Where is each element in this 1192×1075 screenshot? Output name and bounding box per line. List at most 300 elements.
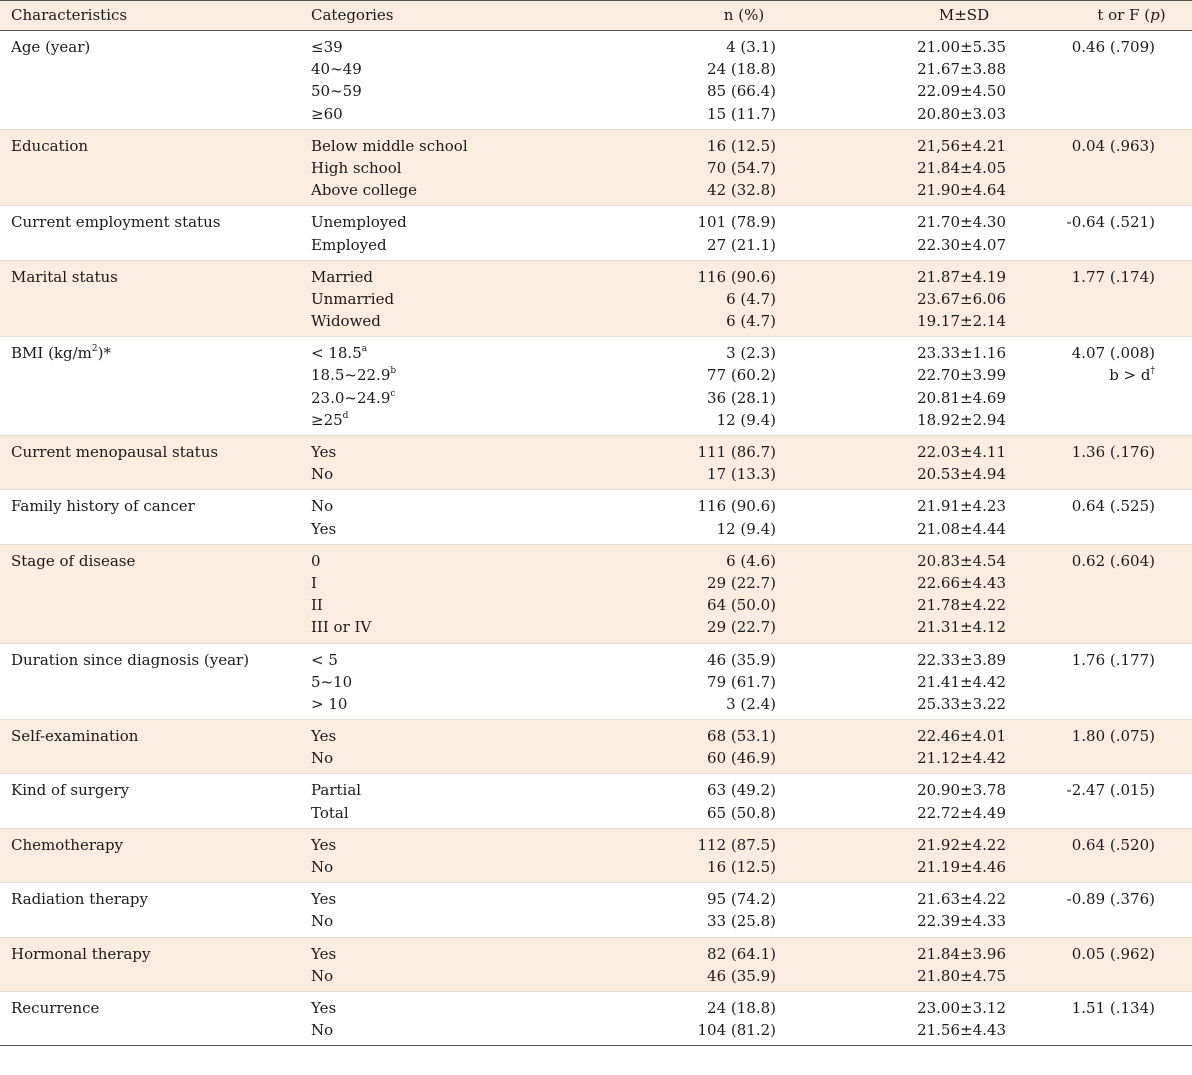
t-or-f-p-value xyxy=(1049,888,1155,910)
category-text: No xyxy=(311,912,334,931)
category-cell xyxy=(311,31,539,130)
mean-sd-text: 20.90±3.78 xyxy=(917,781,1006,800)
n-percent-text: 6 (4.7) xyxy=(726,289,776,308)
t-or-f-p-text: 1.77 (.174) xyxy=(1071,267,1155,286)
header-t-or-f xyxy=(1049,1,1192,31)
category-cell xyxy=(311,337,539,436)
table-row xyxy=(0,720,1192,774)
n-percent-text: 16 (12.5) xyxy=(707,858,776,876)
t-or-f-p-value xyxy=(1049,550,1155,572)
category-value xyxy=(311,518,539,540)
mean-sd-value xyxy=(819,856,1049,878)
category-value xyxy=(311,802,539,824)
n-percent-text: 24 (18.8) xyxy=(707,998,776,1017)
t-or-f-p-text: b > d xyxy=(1109,366,1151,385)
characteristic-cell xyxy=(0,643,311,720)
category-text: Below middle school xyxy=(311,136,468,155)
table-row xyxy=(0,828,1192,882)
n-percent-cell xyxy=(539,828,819,882)
n-percent-text: 64 (50.0) xyxy=(707,596,776,615)
mean-sd-value xyxy=(819,103,1049,125)
category-value xyxy=(311,943,539,965)
t-or-f-p-value xyxy=(1049,997,1155,1019)
mean-sd-cell xyxy=(819,436,1049,490)
category-text: Employed xyxy=(311,235,387,254)
n-percent-text: 6 (4.7) xyxy=(726,312,776,331)
t-or-f-p-cell xyxy=(1049,774,1192,828)
n-percent-value xyxy=(539,594,819,616)
category-value xyxy=(311,364,539,386)
mean-sd-value xyxy=(819,157,1049,179)
n-percent-text: 17 (13.3) xyxy=(707,465,776,484)
characteristic-label xyxy=(11,779,311,801)
n-percent-text: 12 (9.4) xyxy=(716,410,776,429)
t-or-f-p-cell xyxy=(1049,883,1192,937)
table-row xyxy=(0,643,1192,720)
category-value xyxy=(311,671,539,693)
category-value xyxy=(311,1019,539,1041)
category-text: 40~49 xyxy=(311,60,362,79)
category-text: No xyxy=(311,966,334,985)
n-percent-cell xyxy=(539,129,819,206)
characteristic-cell xyxy=(0,129,311,206)
mean-sd-text: 19.17±2.14 xyxy=(917,312,1006,331)
t-or-f-p-value xyxy=(1049,649,1155,671)
n-percent-text: 95 (74.2) xyxy=(707,890,776,909)
category-text: No xyxy=(311,465,334,484)
mean-sd-value xyxy=(819,910,1049,932)
t-or-f-p-cell xyxy=(1049,720,1192,774)
t-or-f-p-value xyxy=(1049,779,1155,801)
header-p-symbol: p xyxy=(1150,6,1160,24)
characteristic-text: Marital status xyxy=(11,267,118,286)
n-percent-value xyxy=(539,856,819,878)
t-or-f-p-text: -0.64 (.521) xyxy=(1066,213,1155,232)
t-or-f-p-text: 1.36 (.176) xyxy=(1071,443,1155,461)
n-percent-cell xyxy=(539,436,819,490)
category-value xyxy=(311,747,539,769)
table-row xyxy=(0,937,1192,991)
t-or-f-p-text: 0.05 (.962) xyxy=(1071,944,1155,963)
n-percent-value xyxy=(539,342,819,364)
category-text: Partial xyxy=(311,781,362,800)
category-value xyxy=(311,616,539,638)
category-text: 23.0~24.9 xyxy=(311,388,391,407)
category-value xyxy=(311,211,539,233)
n-percent-text: 36 (28.1) xyxy=(707,388,776,407)
mean-sd-value xyxy=(819,802,1049,824)
characteristic-cell xyxy=(0,937,311,991)
t-or-f-p-text: 1.80 (.075) xyxy=(1071,727,1155,746)
mean-sd-text: 21,56±4.21 xyxy=(917,136,1006,155)
characteristic-label xyxy=(11,997,311,1019)
category-text: Widowed xyxy=(311,312,381,331)
n-percent-cell xyxy=(539,774,819,828)
mean-sd-value xyxy=(819,463,1049,485)
mean-sd-text: 21.91±4.23 xyxy=(917,497,1006,516)
t-or-f-p-cell xyxy=(1049,991,1192,1045)
n-percent-text: 104 (81.2) xyxy=(697,1021,776,1040)
n-percent-cell xyxy=(539,490,819,544)
n-percent-value xyxy=(539,80,819,102)
n-percent-cell xyxy=(539,991,819,1045)
category-text: Yes xyxy=(311,443,337,461)
category-cell xyxy=(311,129,539,206)
category-text: Unmarried xyxy=(311,289,395,308)
category-value xyxy=(311,693,539,715)
characteristic-text: BMI (kg/m xyxy=(11,344,92,363)
mean-sd-text: 22.09±4.50 xyxy=(917,82,1006,101)
header-row xyxy=(0,1,1192,31)
category-cell xyxy=(311,643,539,720)
mean-sd-cell xyxy=(819,337,1049,436)
n-percent-text: 4 (3.1) xyxy=(726,38,776,56)
category-value xyxy=(311,594,539,616)
category-text: No xyxy=(311,749,334,768)
category-text: Yes xyxy=(311,519,337,538)
n-percent-value xyxy=(539,518,819,540)
category-text: 0 xyxy=(311,551,321,570)
n-percent-value xyxy=(539,364,819,386)
characteristic-cell xyxy=(0,337,311,436)
mean-sd-value xyxy=(819,997,1049,1019)
category-text: 5~10 xyxy=(311,672,353,691)
n-percent-text: 60 (46.9) xyxy=(707,749,776,768)
t-or-f-p-cell xyxy=(1049,643,1192,720)
category-value xyxy=(311,888,539,910)
mean-sd-cell xyxy=(819,937,1049,991)
mean-sd-value xyxy=(819,342,1049,364)
mean-sd-text: 18.92±2.94 xyxy=(917,410,1006,429)
category-text: III or IV xyxy=(311,618,372,637)
table-row xyxy=(0,260,1192,337)
mean-sd-cell xyxy=(819,883,1049,937)
category-cell xyxy=(311,883,539,937)
n-percent-text: 6 (4.6) xyxy=(726,551,776,570)
n-percent-value xyxy=(539,211,819,233)
n-percent-value xyxy=(539,649,819,671)
mean-sd-text: 21.92±4.22 xyxy=(917,835,1006,854)
n-percent-value xyxy=(539,234,819,256)
t-or-f-p-superscript: † xyxy=(1150,366,1155,377)
mean-sd-value xyxy=(819,36,1049,58)
mean-sd-cell xyxy=(819,774,1049,828)
n-percent-value xyxy=(539,310,819,332)
n-percent-value xyxy=(539,779,819,801)
table-header xyxy=(0,1,1192,31)
mean-sd-text: 21.87±4.19 xyxy=(917,267,1006,286)
category-value xyxy=(311,910,539,932)
mean-sd-text: 21.84±4.05 xyxy=(917,158,1006,177)
category-value xyxy=(311,550,539,572)
n-percent-cell xyxy=(539,883,819,937)
n-percent-text: 65 (50.8) xyxy=(707,803,776,822)
category-value xyxy=(311,965,539,987)
category-value xyxy=(311,179,539,201)
n-percent-value xyxy=(539,36,819,58)
mean-sd-value xyxy=(819,834,1049,856)
characteristic-label xyxy=(11,495,311,517)
n-percent-text: 29 (22.7) xyxy=(707,618,776,637)
t-or-f-p-cell xyxy=(1049,436,1192,490)
characteristic-text: Radiation therapy xyxy=(11,890,148,909)
mean-sd-cell xyxy=(819,206,1049,260)
characteristic-text: Current employment status xyxy=(11,213,221,232)
mean-sd-value xyxy=(819,671,1049,693)
category-text: Yes xyxy=(311,998,337,1017)
t-or-f-p-value xyxy=(1049,135,1155,157)
mean-sd-text: 21.56±4.43 xyxy=(917,1021,1006,1040)
n-percent-text: 116 (90.6) xyxy=(697,267,776,286)
t-or-f-p-value xyxy=(1049,266,1155,288)
n-percent-value xyxy=(539,747,819,769)
characteristic-label xyxy=(11,266,311,288)
mean-sd-value xyxy=(819,135,1049,157)
category-value xyxy=(311,856,539,878)
n-percent-text: 111 (86.7) xyxy=(697,443,776,461)
t-or-f-p-cell xyxy=(1049,260,1192,337)
table-body xyxy=(0,31,1192,1046)
characteristic-text: Stage of disease xyxy=(11,551,136,570)
n-percent-value xyxy=(539,58,819,80)
characteristic-label xyxy=(11,725,311,747)
mean-sd-cell xyxy=(819,129,1049,206)
t-or-f-p-value xyxy=(1049,364,1155,386)
mean-sd-value xyxy=(819,649,1049,671)
mean-sd-text: 21.19±4.46 xyxy=(917,858,1006,876)
characteristic-text: Self-examination xyxy=(11,727,139,746)
header-categories: Categories xyxy=(311,1,539,31)
mean-sd-cell xyxy=(819,544,1049,643)
category-value xyxy=(311,36,539,58)
mean-sd-text: 23.33±1.16 xyxy=(917,344,1006,363)
t-or-f-p-value xyxy=(1049,943,1155,965)
category-cell xyxy=(311,774,539,828)
mean-sd-text: 21.00±5.35 xyxy=(917,38,1006,56)
table-row xyxy=(0,490,1192,544)
category-value xyxy=(311,409,539,431)
characteristic-cell xyxy=(0,774,311,828)
characteristic-cell xyxy=(0,260,311,337)
mean-sd-text: 21.80±4.75 xyxy=(917,966,1006,985)
category-cell xyxy=(311,260,539,337)
mean-sd-value xyxy=(819,1019,1049,1041)
n-percent-text: 15 (11.7) xyxy=(707,104,776,123)
category-value xyxy=(311,157,539,179)
mean-sd-text: 22.72±4.49 xyxy=(917,803,1006,822)
n-percent-text: 27 (21.1) xyxy=(707,235,776,254)
t-or-f-p-text: 0.64 (.520) xyxy=(1071,835,1155,854)
mean-sd-value xyxy=(819,518,1049,540)
t-or-f-p-text: 1.76 (.177) xyxy=(1071,650,1155,669)
n-percent-text: 46 (35.9) xyxy=(707,650,776,669)
category-text: 50~59 xyxy=(311,82,362,101)
mean-sd-text: 22.66±4.43 xyxy=(917,573,1006,592)
mean-sd-value xyxy=(819,80,1049,102)
n-percent-text: 12 (9.4) xyxy=(716,519,776,538)
header-characteristics: Characteristics xyxy=(0,1,311,31)
mean-sd-cell xyxy=(819,828,1049,882)
mean-sd-value xyxy=(819,266,1049,288)
mean-sd-value xyxy=(819,288,1049,310)
mean-sd-text: 22.33±3.89 xyxy=(917,650,1006,669)
mean-sd-value xyxy=(819,409,1049,431)
characteristic-label xyxy=(11,943,311,965)
characteristic-cell xyxy=(0,720,311,774)
category-text: High school xyxy=(311,158,402,177)
n-percent-text: 101 (78.9) xyxy=(697,213,776,232)
n-percent-text: 70 (54.7) xyxy=(707,158,776,177)
category-value xyxy=(311,387,539,409)
t-or-f-p-value xyxy=(1049,36,1155,58)
mean-sd-text: 20.83±4.54 xyxy=(917,551,1006,570)
mean-sd-value xyxy=(819,550,1049,572)
n-percent-text: 82 (64.1) xyxy=(707,944,776,963)
category-superscript: d xyxy=(342,410,349,421)
characteristic-cell xyxy=(0,206,311,260)
n-percent-text: 29 (22.7) xyxy=(707,573,776,592)
mean-sd-value xyxy=(819,387,1049,409)
n-percent-cell xyxy=(539,544,819,643)
n-percent-text: 116 (90.6) xyxy=(697,497,776,516)
mean-sd-value xyxy=(819,747,1049,769)
characteristic-cell xyxy=(0,883,311,937)
characteristic-text: Education xyxy=(11,136,89,155)
category-value xyxy=(311,103,539,125)
mean-sd-value xyxy=(819,234,1049,256)
table-row xyxy=(0,337,1192,436)
mean-sd-text: 21.31±4.12 xyxy=(917,618,1006,637)
table-row xyxy=(0,206,1192,260)
category-text: < 5 xyxy=(311,650,338,669)
characteristic-cell xyxy=(0,490,311,544)
category-text: No xyxy=(311,497,334,516)
header-mean-sd: M±SD xyxy=(819,1,1049,31)
characteristic-label xyxy=(11,36,311,58)
characteristic-text: Family history of cancer xyxy=(11,497,195,516)
category-text: ≤39 xyxy=(311,38,343,56)
category-text: Yes xyxy=(311,944,337,963)
n-percent-cell xyxy=(539,337,819,436)
category-value xyxy=(311,779,539,801)
n-percent-value xyxy=(539,802,819,824)
n-percent-text: 16 (12.5) xyxy=(707,136,776,155)
mean-sd-value xyxy=(819,594,1049,616)
header-t-or-f-suffix: ) xyxy=(1159,6,1166,24)
table-row xyxy=(0,31,1192,130)
mean-sd-value xyxy=(819,58,1049,80)
t-or-f-p-text: 1.51 (.134) xyxy=(1071,998,1155,1017)
characteristic-text: Age (year) xyxy=(11,38,91,56)
mean-sd-cell xyxy=(819,31,1049,130)
category-text: No xyxy=(311,858,334,876)
t-or-f-p-text: -2.47 (.015) xyxy=(1066,781,1155,800)
n-percent-text: 85 (66.4) xyxy=(707,82,776,101)
category-value xyxy=(311,310,539,332)
category-text: Yes xyxy=(311,835,337,854)
category-value xyxy=(311,80,539,102)
n-percent-value xyxy=(539,965,819,987)
t-or-f-p-cell xyxy=(1049,206,1192,260)
characteristic-label xyxy=(11,342,311,364)
t-or-f-p-text: 0.62 (.604) xyxy=(1071,551,1155,570)
n-percent-value xyxy=(539,997,819,1019)
category-text: Yes xyxy=(311,890,337,909)
mean-sd-value xyxy=(819,888,1049,910)
n-percent-value xyxy=(539,441,819,463)
category-value xyxy=(311,495,539,517)
characteristic-cell xyxy=(0,544,311,643)
n-percent-value xyxy=(539,888,819,910)
characteristic-label xyxy=(11,834,311,856)
mean-sd-text: 22.30±4.07 xyxy=(917,235,1006,254)
header-t-or-f-prefix: t or F ( xyxy=(1097,6,1151,24)
t-or-f-p-cell xyxy=(1049,828,1192,882)
mean-sd-text: 21.63±4.22 xyxy=(917,890,1006,909)
category-value xyxy=(311,58,539,80)
characteristic-label xyxy=(11,441,311,463)
category-cell xyxy=(311,206,539,260)
n-percent-value xyxy=(539,179,819,201)
t-or-f-p-value xyxy=(1049,441,1155,463)
category-value xyxy=(311,342,539,364)
mean-sd-value xyxy=(819,179,1049,201)
n-percent-text: 33 (25.8) xyxy=(707,912,776,931)
n-percent-value xyxy=(539,910,819,932)
characteristic-suffix: )* xyxy=(97,344,111,363)
characteristic-text: Recurrence xyxy=(11,998,100,1017)
mean-sd-text: 21.08±4.44 xyxy=(917,519,1006,538)
category-cell xyxy=(311,937,539,991)
mean-sd-value xyxy=(819,572,1049,594)
mean-sd-value xyxy=(819,211,1049,233)
mean-sd-value xyxy=(819,943,1049,965)
characteristic-cell xyxy=(0,991,311,1045)
characteristic-label xyxy=(11,888,311,910)
n-percent-text: 42 (32.8) xyxy=(707,181,776,200)
category-value xyxy=(311,441,539,463)
characteristic-text: Current menopausal status xyxy=(11,443,219,461)
mean-sd-cell xyxy=(819,490,1049,544)
category-superscript: c xyxy=(390,388,396,399)
n-percent-cell xyxy=(539,31,819,130)
category-text: No xyxy=(311,1021,334,1040)
category-cell xyxy=(311,828,539,882)
n-percent-value xyxy=(539,616,819,638)
characteristic-text: Duration since diagnosis (year) xyxy=(11,650,250,669)
n-percent-value xyxy=(539,725,819,747)
mean-sd-text: 21.41±4.42 xyxy=(917,672,1006,691)
category-value xyxy=(311,572,539,594)
n-percent-text: 3 (2.3) xyxy=(726,344,776,363)
n-percent-cell xyxy=(539,643,819,720)
n-percent-value xyxy=(539,387,819,409)
n-percent-text: 24 (18.8) xyxy=(707,60,776,79)
category-text: ≥25 xyxy=(311,410,343,429)
category-cell xyxy=(311,436,539,490)
table-row xyxy=(0,991,1192,1045)
category-value xyxy=(311,463,539,485)
table-row xyxy=(0,774,1192,828)
category-text: < 18.5 xyxy=(311,344,362,363)
mean-sd-text: 21.90±4.64 xyxy=(917,181,1006,200)
mean-sd-text: 20.80±3.03 xyxy=(917,104,1006,123)
category-text: ≥60 xyxy=(311,104,343,123)
category-text: Unemployed xyxy=(311,213,407,232)
category-value xyxy=(311,288,539,310)
n-percent-value xyxy=(539,135,819,157)
n-percent-value xyxy=(539,288,819,310)
